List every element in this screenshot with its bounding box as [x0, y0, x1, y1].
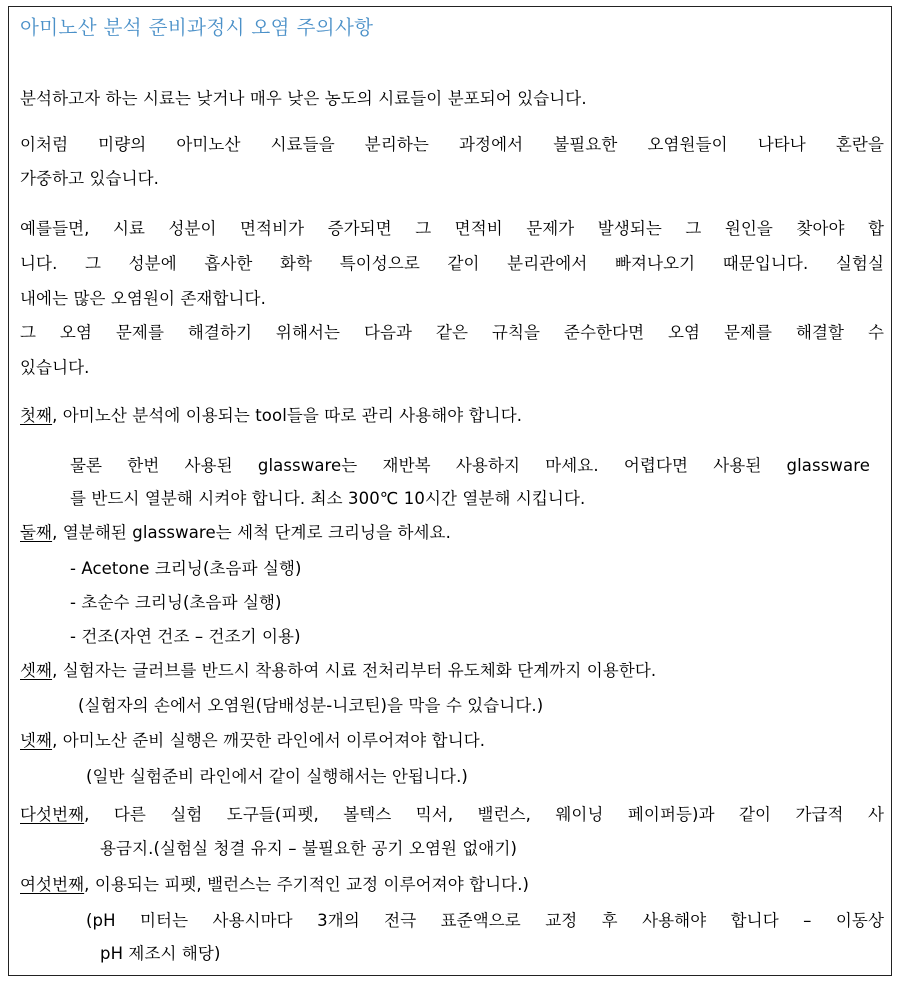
rule-2-label: 둘째 — [20, 523, 53, 542]
rule-1-text: , 아미노산 분석에 이용되는 tool들을 따로 관리 사용해야 합니다. — [52, 406, 523, 425]
rule-2-sub-1: - Acetone 크리닝(초음파 실행) — [70, 559, 302, 578]
rule-6 — [20, 874, 529, 896]
intro-paragraph-1: 분석하고자 하는 시료는 낮거나 매우 낮은 농도의 시료들이 분포되어 있습니다. — [20, 89, 587, 108]
intro-paragraph-3-line-2: 니다. 그 성분에 흡사한 화학 특이성으로 같이 분리관에서 빠져나오기 때문입니다. 실험실 — [20, 254, 884, 273]
rule-3-label: 셋째 — [20, 661, 53, 680]
rule-3-text: , 실험자는 글러브를 반드시 착용하여 시료 전처리부터 유도체화 단계까지 이용한다. — [52, 661, 657, 680]
intro-paragraph-3-line-3: 내에는 많은 오염원이 존재합니다. — [20, 289, 266, 308]
intro-paragraph-4-line-2: 있습니다. — [20, 358, 90, 377]
rule-2-sub-3: - 건조(자연 건조 – 건조기 이용) — [70, 627, 301, 646]
rule-3-sub-1: (실험자의 손에서 오염원(담배성분-니코틴)을 막을 수 있습니다.) — [78, 696, 544, 715]
rule-4-text: , 아미노산 준비 실행은 깨끗한 라인에서 이루어져야 합니다. — [52, 731, 486, 750]
rule-6-text: , 이용되는 피펫, 밸런스는 주기적인 교정 이루어져야 합니다.) — [84, 875, 530, 894]
rule-4-label: 넷째 — [20, 731, 53, 750]
rule-5 — [20, 804, 884, 826]
intro-paragraph-3-line-1: 예를들면, 시료 성분이 면적비가 증가되면 그 면적비 문제가 발생되는 그 원인을 찾아야 합 — [20, 219, 884, 238]
rule-1-sub-1: 물론 한번 사용된 glassware는 재반복 사용하지 마세요. 어렵다면 사용된 glassware — [70, 456, 870, 475]
rule-2-sub-2: - 초순수 크리닝(초음파 실행) — [70, 593, 282, 612]
rule-5-text: , 다른 실험 도구들(피펫, 볼텍스 믹서, 밸런스, 웨이닝 페이퍼등)과 같이 가급적 사 — [84, 805, 884, 824]
intro-paragraph-2-line-2: 가중하고 있습니다. — [20, 169, 160, 188]
intro-paragraph-2-line-1: 이처럼 미량의 아미노산 시료들을 분리하는 과정에서 불필요한 오염원들이 나타나 혼란을 — [20, 135, 884, 154]
intro-paragraph-4-line-1: 그 오염 문제를 해결하기 위해서는 다음과 같은 규칙을 준수한다면 오염 문제를 해결할 수 — [20, 323, 884, 342]
rule-6-sub-2: pH 제조시 해당) — [100, 944, 221, 963]
rule-1-label: 첫째 — [20, 406, 53, 425]
rule-6-sub-1: (pH 미터는 사용시마다 3개의 전극 표준액으로 교정 후 사용해야 합니다 – 이동상 — [86, 911, 884, 930]
rule-1 — [20, 405, 522, 427]
rule-5-sub-1: 용금지.(실험실 청결 유지 – 불필요한 공기 오염원 없애기) — [100, 839, 518, 858]
rule-5-label: 다섯번째 — [20, 805, 85, 824]
rule-2-text: , 열분해된 glassware는 세척 단계로 크리닝을 하세요. — [52, 523, 451, 542]
rule-1-sub-2: 를 반드시 열분해 시켜야 합니다. 최소 300℃ 10시간 열분해 시킵니다. — [70, 489, 586, 508]
rule-6-label: 여섯번째 — [20, 875, 85, 894]
document-title: 아미노산 분석 준비과정시 오염 주의사항 — [20, 16, 374, 39]
rule-3 — [20, 660, 656, 682]
rule-4 — [20, 730, 485, 752]
rule-4-sub-1: (일반 실험준비 라인에서 같이 실행해서는 안됩니다.) — [86, 767, 468, 786]
rule-2 — [20, 522, 451, 544]
